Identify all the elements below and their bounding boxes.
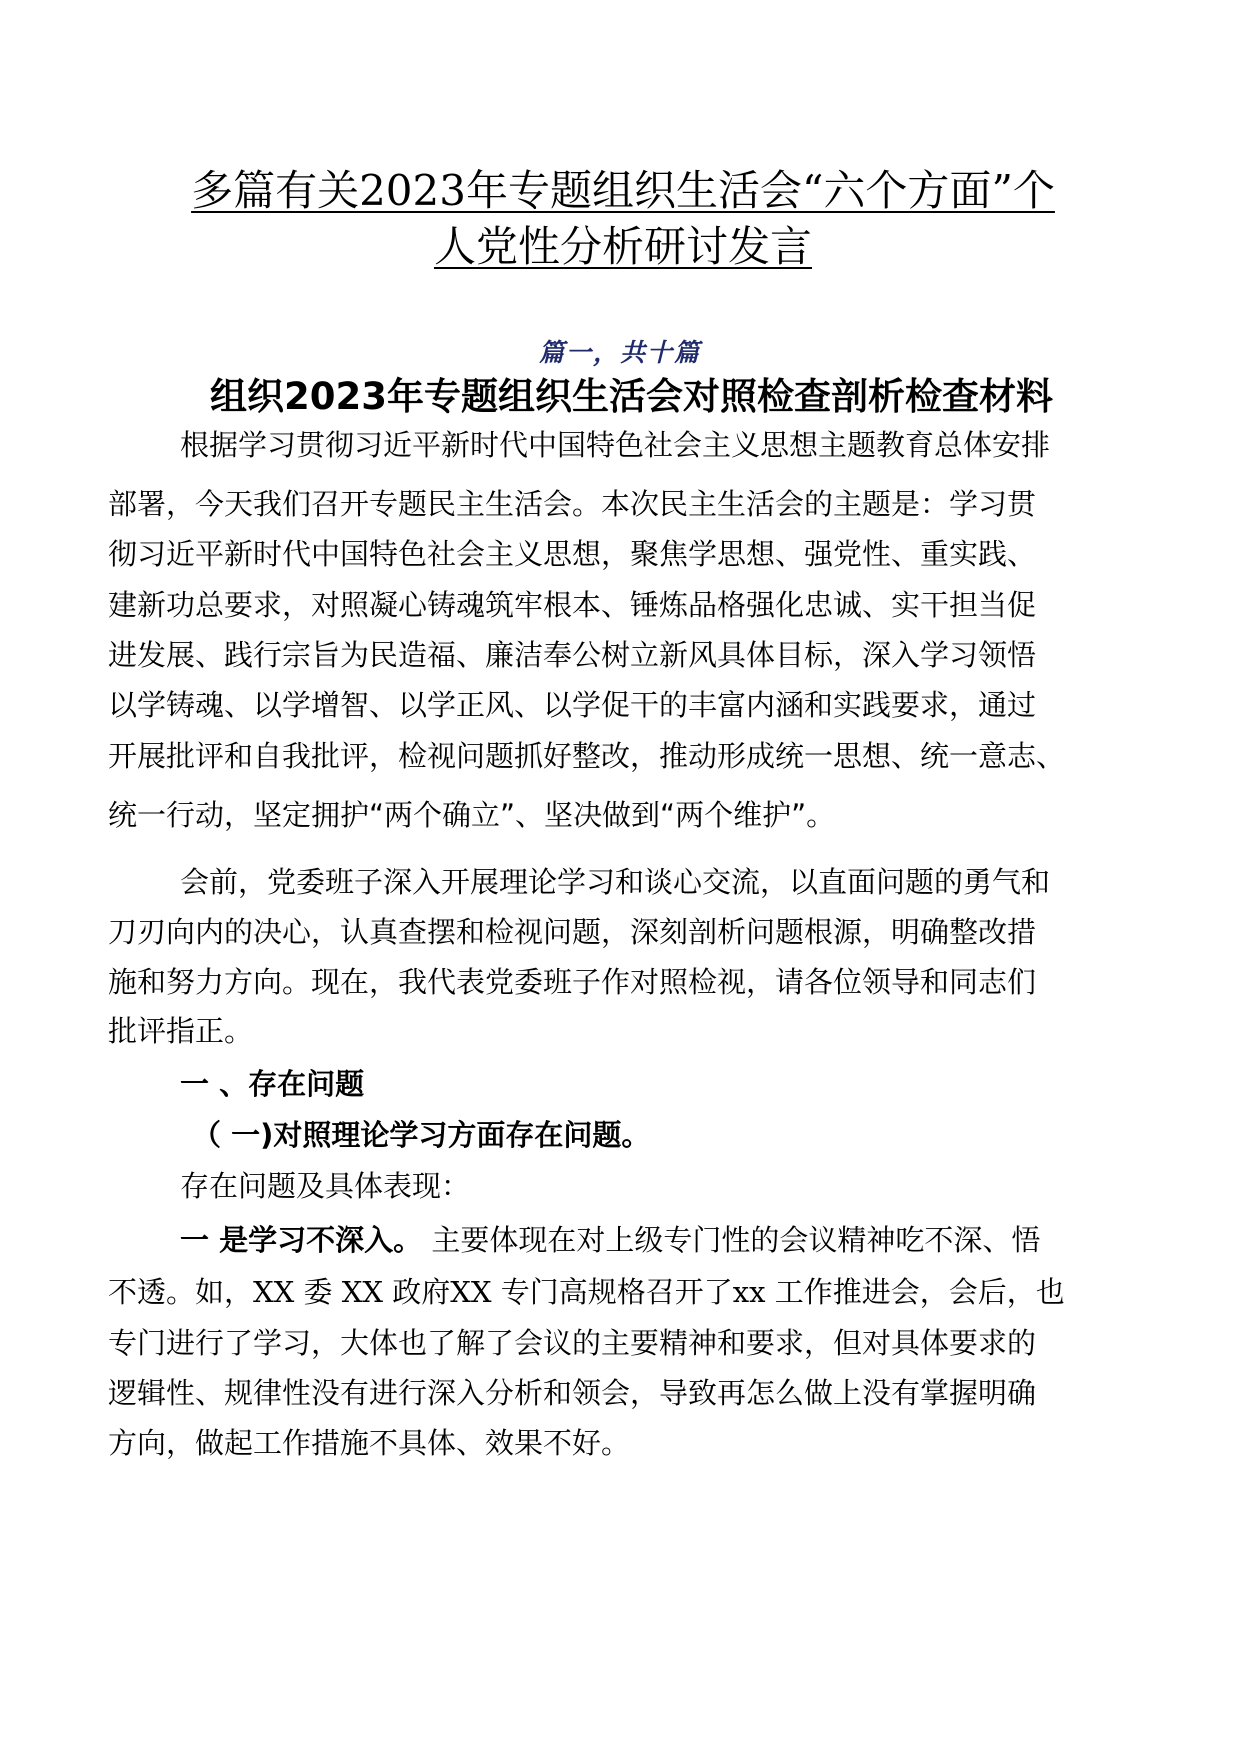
document-title [108, 163, 1138, 275]
paragraph-2-line-3: 施和努力方向。现在，我代表党委班子作对照检视，请各位领导和同志们 [108, 965, 1037, 999]
paragraph-1-line-3: 彻习近平新时代中国特色社会主义思想，聚焦学思想、强党性、重实践、 [108, 537, 1037, 571]
paragraph-1-line-4: 建新功总要求，对照凝心铸魂筑牢根本、锤炼品格强化忠诚、实干担当促 [108, 588, 1037, 622]
point-1-line-2-part-a: 不透。如， [108, 1275, 254, 1309]
heading-theory-study-problems: （ 一)对照理论学习方面存在问题。 [192, 1118, 651, 1152]
point-1-line-2-part-e: 工作推进会，会后，也 [774, 1275, 1065, 1309]
problems-intro: 存在问题及具体表现： [180, 1169, 471, 1203]
paragraph-1-line-7: 开展批评和自我批评，检视问题抓好整改，推动形成统一思想、统一意志、 [108, 739, 1066, 773]
paragraph-1-line-5: 进发展、践行宗旨为民造福、廉洁奉公树立新风具体目标，深入学习领悟 [108, 638, 1037, 672]
point-1-line-3: 专门进行了学习，大体也了解了会议的主要精神和要求，但对具体要求的 [108, 1326, 1037, 1360]
part-label: 篇一，共十篇 [538, 338, 701, 367]
point-1-line-2-part-b: XX 委 XX 政府XX [253, 1275, 501, 1309]
paragraph-1-line-6: 以学铸魂、以学增智、以学正风、以学促干的丰富内涵和实践要求，通过 [108, 688, 1037, 722]
paragraph-1-line-2: 部署，今天我们召开专题民主生活会。本次民主生活会的主题是：学习贯 [108, 487, 1037, 521]
paragraph-2-line-4: 批评指正。 [108, 1014, 254, 1048]
point-1-line-2-part-c: 专门高规格召开了 [500, 1275, 733, 1309]
paragraph-2-line-2: 刀刃向内的决心，认真查摆和检视问题，深刻剖析问题根源，明确整改措 [108, 915, 1037, 949]
point-1-line-2 [108, 1272, 1065, 1312]
heading-existing-problems: 一 、存在问题 [180, 1067, 365, 1101]
paragraph-2-line-1: 会前，党委班子深入开展理论学习和谈心交流，以直面问题的勇气和 [180, 865, 1051, 899]
document-title-line-1: 多篇有关2023年专题组织生活会“六个方面”个 [191, 166, 1055, 215]
point-1-line-4: 逻辑性、规律性没有进行深入分析和领会，导致再怎么做上没有掌握明确 [108, 1376, 1037, 1410]
point-1-lead: 一 是学习不深入。 [180, 1223, 423, 1257]
point-1-line-2-part-d: xx [732, 1275, 775, 1309]
point-1-line-5: 方向，做起工作措施不具体、效果不好。 [108, 1426, 631, 1460]
point-1-line-1-rest: 主要体现在对上级专门性的会议精神吃不深、悟 [422, 1223, 1041, 1257]
document-title-line-2: 人党性分析研讨发言 [433, 222, 812, 271]
paragraph-1-line-8: 统一行动，坚定拥护“两个确立”、坚决做到“两个维护”。 [108, 798, 836, 832]
point-1-line-1 [180, 1220, 1040, 1260]
paragraph-1-line-1: 根据学习贯彻习近平新时代中国特色社会主义思想主题教育总体安排 [180, 428, 1051, 462]
section-title: 组织2023年专题组织生活会对照检查剖析检查材料 [210, 375, 1053, 418]
